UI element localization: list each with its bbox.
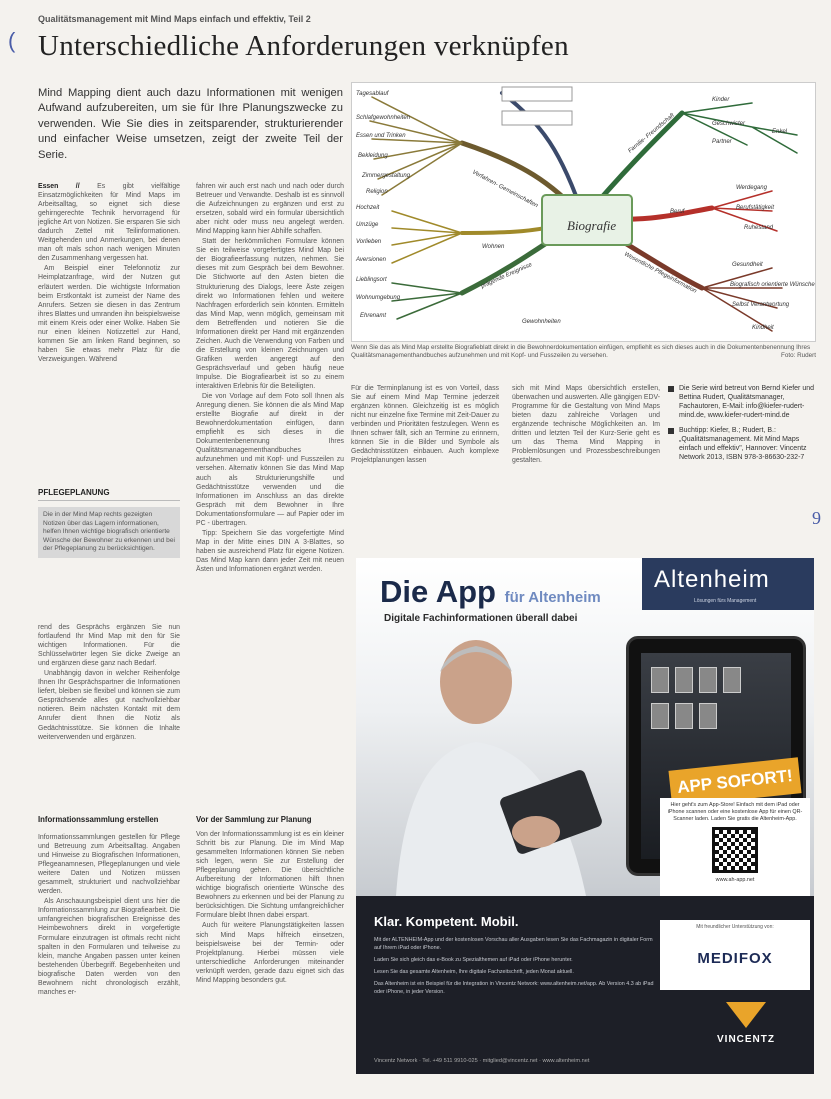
paragraph: Tipp: Speichern Sie das vorgefertigte Mind Map in der Mitte eines DIN A 3-Blattes, so haben sie ausreichend Platz für eigene Notizen. Das Mind Map kann dann jeder Zeit mit neuen Ästen und Informationen ergänzt werden. [196, 529, 344, 573]
lead-paragraph: Mind Mapping dient auch dazu Informationen mit wenigen Aufwand aufzubereiten, um sie für Ihre Planungszwecke zu verwenden. Wie Sie dies in zeitsparender, strukturierender und einfacher Weise umsetzen, zeigt der zweite Teil der Serie. [38, 87, 343, 161]
mindmap-leaf: Bekleidung [358, 153, 388, 159]
dateline: Essen // [38, 183, 80, 190]
article-column-1a [38, 182, 180, 478]
ad-bullet: Laden Sie sich gleich das e-Book zu Spezialthemen auf iPad oder iPhone herunter. [374, 957, 573, 963]
paragraph: fahren wir auch erst nach und nach oder durch Betreuer und Verwandte. Deshalb ist es sinnvoll die Aufzeichnungen zu ergänzen und erst zu ersetzen, sobald wird ein formular übersichtlich aber nicht oder muss neu angelegt werden. Mind Mapping kann hier Abhilfe schaffen. [196, 183, 344, 236]
paragraph: Statt der herkömmlichen Formulare können Sie ein teilweise vorgefertigtes Mind Map bei der Biografieerfassung nutzen, nehmen. Sie dieses mit zum Gespräch bei dem Bewohner. Die Stichworte auf den Asten bieten die Strukturierung des Dialogs, leere Äste zeigen direkt wo Informationen fehlen und weitere Nachfragen erforderlich sein könnten. Ermitteln das Mind Map, wenn möglich, gemeinsam mit dem Betreffenden und notieren Sie die Informationen direkt per Hand mit ergänzenden Zeichen. Auch die Verwendung von Farben und die Erstellung von kleinen Zeichnungen und Grafiken werden angeregt auf den Gesprächsverlauf und geben häufig neue Impulse. Die Biografiearbeit ist so zu einem interaktiven Erlebnis für die Beteiligten. [196, 238, 344, 391]
mindmap-leaf: Gesundheit [732, 262, 763, 268]
mindmap-branch-label: Wohnen [482, 244, 505, 250]
magazine-cover [651, 703, 669, 729]
mindmap-branch-label: Wesentliche Pflegeinformation [623, 251, 698, 295]
mindmap-leaf: Geschwister [712, 121, 746, 127]
mindmap-leaf: Partner [712, 139, 732, 145]
ad-brand-logo [642, 558, 814, 610]
ad-bullet: Lesen Sie das gesamte Altenheim, Ihre digitale Fachzeitschrift, jeden Monat aktuell. [374, 969, 574, 975]
pflege-box-text: Die in der Mind Map rechts gezeigten Notizen über das Lagern informationen, helfen Ihnen wichtige biografisch orientierte Wünsche der Bewohner zu erkennen und bei der Pflegeplanung zu berücksichtigen. [38, 507, 180, 558]
mindmap-blank-field [502, 87, 572, 101]
paragraph: rend des Gesprächs ergänzen Sie nun fortlaufend Ihr Mind Map mit den für Sie wichtigen Informationen. Für die Schlüsselwörter legen Sie dicke Zweige an und ergänzen diese ganz nach Bedarf. [38, 624, 180, 668]
qr-code-icon [712, 827, 758, 873]
qr-text: Hier geht's zum App-Store! Einfach mit dem iPad oder iPhone scannen oder eine kostenlose App für einen QR-Scanner laden. Laden Sie gratis die Altenheim-App. [667, 802, 803, 822]
paragraph: Auch für weitere Planungstätigkeiten lassen sich Mind Maps hilfreich einsetzen, beispielsweise bei der Termin- oder Projektplanung. Hierbei müssen viele unterschiedliche Anforderungen miteinander verknüpft werden, gerade dazu eignet sich das Mind Mapping besonders gut. [196, 922, 344, 984]
section-heading: Informationssammlung erstellen [38, 815, 159, 824]
mindmap-leaf: Religion [366, 189, 388, 195]
mindmap-leaf: Aversionen [356, 257, 386, 263]
paragraph: sich mit Mind Maps übersichtlich erstellen, überwachen und auswerten. Alle gängigen EDV-Programme für die Gestaltung von Mind Maps bieten dazu zahlreiche Vorlagen und ergänzende technische Möglichkeiten an. Im dritten und letzten Teil der Kurz-Serie geht es um das Thema Mind Mapping in Problemlösungen und Prozessbeschreibungen gestalten. [512, 385, 660, 465]
qr-url: www.ah-app.net [715, 877, 755, 883]
brand-subline: Lösungen fürs Management [694, 598, 757, 604]
bullet-square-icon [668, 386, 674, 392]
paragraph: Es gibt vielfältige Einsatzmöglichkeiten für Mind Maps im Arbeitsalltag, so eignet sich diese gehirngerechte Technik hervorragend für jegliche Art von Notizen. Sie ersparen Sie sich dadurch Zettel mit Teilinformationen. Weitgehenden und Anmerkungen, bei denen man oft mals schon nach wenigen Minuten den Zusammenhang vergessen hat. [38, 183, 180, 263]
mindmap-leaf: Berufstätigkeit [736, 205, 775, 211]
ad-bullets [374, 936, 654, 1000]
paragraph: Für die Terminplanung ist es von Vorteil, dass Sie auf einem Mind Map Termine jederzeit ergänzen können. Gleichzeitig ist es möglich nicht nur einzelne fixe Termine mit Zeit-Dauer zu verbinden und Prioritäten festzulegen. Wenn es Ihnen schwer fällt, sich an Termine zu erinnern, können Sie in die Bilder und Symbole als Gedächtnisstützen einbauen. Auch komplexe Projektplanungen lassen [351, 385, 499, 465]
magazine-cover [675, 703, 693, 729]
medifox-logo [660, 920, 810, 990]
photo-credit: Foto: Rudert [781, 352, 816, 359]
series-note [668, 384, 818, 420]
mindmap-leaf: Ehrenamt [360, 313, 387, 319]
info-sidebar [668, 384, 818, 468]
ad-title-main: Die App [380, 574, 496, 609]
mindmap-branch-label: Verfahren- Gemeinschaften [471, 169, 539, 210]
mindmap-leaf: Biografisch orientierte Wünsche [730, 282, 815, 288]
paragraph: Am Beispiel einer Telefonnotiz zur Heimplatzanfrage, wird der Nutzen gut erläutert werden. Die wichtigste Information beim Erstkontakt ist zumeist der Name des Anrufers. Setzen sie diesen in das Zentrum ihres Blattes und umranden ihn beispielsweise mit einem Kreis oder einer Wolke. Haben Sie nur einen kleinen Notizzettel zur Hand, kommen Sie am linken Rand beginnen, so haben Sie etwas mehr Platz für die Verzweigungen. Während [38, 265, 180, 363]
ad-subtitle: Digitale Fachinformationen überall dabei [384, 613, 578, 624]
margin-mark: ( [8, 28, 16, 53]
bullet-square-icon [668, 428, 674, 434]
mindmap-leaf: Enkel [772, 129, 788, 135]
caption-text: Wenn Sie das als Mind Map erstellte Biografieblatt direkt in die Bewohnerdokumentation einfügen, empfiehlt es sich dieses auch in die Dokumentenbenennung Ihres Qualitätsmanagementhandbuches aufzunehmen und mit Kopf- und Fusszeilen zu versehen. [351, 344, 811, 359]
advertisement [356, 558, 814, 1074]
mindmap-leaf: Zimmergestaltung [362, 173, 411, 179]
mindmap-figure [351, 82, 816, 342]
magazine-cover [675, 667, 693, 693]
paragraph: Als Anschauungsbeispiel dient uns hier die Informationssammlung zur Biografiearbeit. Die umfangreichen biografischen Ereignisse des Heimbewohners direkt in vorgefertigte Formulare einzutragen ist oftmals recht nicht spalten in den Formularen und teilweise zu klein, manche Angaben passen unter keinen bestehenden Überbegriff. Begebenheiten und biografische Daten werden von den Bewohnern nicht chronologisch erzählt, manches er- [38, 898, 180, 996]
page-title: Unterschiedliche Anforderungen verknüpfen [38, 30, 569, 62]
mindmap-blank-field [502, 111, 572, 125]
magazine-cover [723, 667, 741, 693]
paragraph: Von der Informationssammlung ist es ein kleiner Schritt bis zur Planung. Die im Mind Map gesammelten Informationen können Sie neben sich legen, wenn Sie zur Erstellung der Pflegeplanung gehen. Die übersichtliche Aufbereitung der Informationen hilft Ihnen wichtige biografisch orientierte Wünsche des Bewohners zu erkennen und bei der Planung zu berücksichtigen. Die Sichtung umfangreichlicher Formulare bleibt Ihnen dabei erspart. [196, 831, 344, 920]
mindmap-branch-label: Familie- Freundschaft [627, 112, 676, 155]
article-column-3 [351, 384, 499, 534]
page-number: 9 [812, 508, 821, 528]
magazine-cover [651, 667, 669, 693]
pflege-heading: PFLEGEPLANUNG [38, 488, 180, 501]
ad-title [380, 574, 601, 610]
ad-bullet: Mit der ALTENHEIM-App und der kostenlosen Vorschau aller Ausgaben lesen Sie das Fachmagazin in digitaler Form auf Ihrem iPad oder iPhone. [374, 937, 653, 951]
mindmap-branch-label: prägende Ereignisse [480, 261, 534, 290]
mindmap-leaf: Selbst Verantwortung [732, 302, 790, 308]
info-heading-wrap [38, 812, 180, 826]
paragraph: Informationssammlungen gestellen für Pflege und Betreuung zum Arbeitsalltag. Angaben und Hinweise zu Biografischen Informationen, Pflegeanamnesen, Pflegeplanungen und viele weitere Daten und Notizen müssen gesammelt, strukturiert und nachvollziehbar werden. [38, 834, 180, 896]
vincentz-name: VINCENTZ [717, 1034, 775, 1045]
sponsor-label: Mit freundlicher Unterstützung von: [696, 924, 774, 930]
magazine-cover [699, 667, 717, 693]
vincentz-triangle-icon [726, 1002, 766, 1028]
mindmap-leaf: Wohnumgebung [356, 295, 401, 301]
pflege-box [38, 488, 180, 620]
mindmap-leaf: Kindheit [752, 325, 774, 331]
mindmap-branch-label: Beruf [670, 209, 685, 215]
mindmap-leaf: Kinder [712, 97, 730, 103]
book-tip [668, 426, 818, 462]
mindmap-leaf: Tagesablauf [356, 91, 389, 97]
mindmap-leaf: Umzüge [356, 222, 379, 228]
ad-title-small: für Altenheim [504, 589, 601, 606]
mindmap-svg [352, 83, 817, 343]
brand-name: Altenheim [654, 566, 770, 593]
ad-footer: Vincentz Network · Tel. +49 511 9910-025 · mitglied@vincentz.net · www.altenheim.net [374, 1058, 590, 1064]
plan-heading-wrap [196, 812, 344, 826]
paragraph: Unabhängig davon in welcher Reihenfolge Ihnen Ihr Gesprächspartner die Informationen liefert, bleiben sie flexibel und können sie zum Gesprächsende alles gut nachvollziehbar notieren. Beim nächsten Kontakt mit dem Anrufer dient Ihnen die Notiz als Gedächtnisstütze. Sie können die Inhalte weiterverwenden und ergänzen. [38, 670, 180, 741]
book-text: Buchtipp: Kiefer, B.; Rudert, B.: „Qualitätsmanagement. Mit Mind Maps einfach und effektiv", Hannover: Vincentz Network 2013, ISBN 978-3-86630-232-7 [679, 427, 807, 461]
mindmap-leaf: Gewohnheiten [522, 319, 561, 325]
medifox-name: MEDIFOX [697, 950, 773, 967]
ad-bullet: Das Altenheim ist ein Beispiel für die Integration in Vincentz Network: www.altenheim.net/app. Ab Version 4.3 ab iPad oder iPhone, in jeder Version. [374, 981, 654, 995]
series-text: Die Serie wird betreut von Bernd Kiefer und Bettina Rudert, Qualitätsmanager, Fachautoren, E-Mail: info@kiefer-rudert-mind.de, www.kiefer-rudert-mind.de [679, 385, 815, 419]
article-column-1b [38, 623, 180, 798]
mindmap-center-label: Biografie [567, 218, 617, 233]
mindmap-leaf: Schlafgewohnheiten [356, 115, 411, 121]
mindmap-leaf: Essen und Trinken [356, 133, 406, 139]
paragraph: Die von Vorlage auf dem Foto soll Ihnen als Anregung dienen. Sie können die als Mind Map erstellte Biografie auf direkt in der Bewohnerdokumentation einfügen, dann empfiehlt es sich dieses in die Dokumentenbenennung Ihres Qualitätsmanagementhandbuches aufzunehmen und mit Kopf- und Fusszeilen zu versehen. Alternativ können Sie das Mind Map auch als Strukturierungshilfe und Gedächtnisstütze verwenden und die Informationen im Anschluss an das direkte Gespräch mit dem Bewohner in Ihre Dokumentationsformulare — auf Papier oder im PC - übertragen. [196, 393, 344, 527]
figure-caption [351, 344, 816, 360]
mindmap-leaf: Lieblingsort [356, 277, 387, 283]
person-photo [386, 632, 636, 896]
mindmap-leaf: Vorlieben [356, 239, 382, 245]
article-column-2b [196, 830, 344, 1092]
vincentz-logo [696, 1002, 796, 1068]
article-column-4 [512, 384, 660, 534]
kicker: Qualitätsmanagement mit Mind Maps einfach und effektiv, Teil 2 [38, 14, 311, 24]
app-sofort-badge: APP SOFORT! [668, 757, 801, 806]
article-column-2 [196, 182, 344, 802]
article-column-1c [38, 833, 180, 1091]
mindmap-leaf: Werdegang [736, 185, 767, 191]
magazine-cover [699, 703, 717, 729]
section-heading: Vor der Sammlung zur Planung [196, 815, 312, 824]
mindmap-leaf: Ruhestand [744, 225, 774, 231]
mindmap-leaf: Hochzeit [356, 205, 380, 211]
ad-slogan: Klar. Kompetent. Mobil. [374, 914, 519, 929]
